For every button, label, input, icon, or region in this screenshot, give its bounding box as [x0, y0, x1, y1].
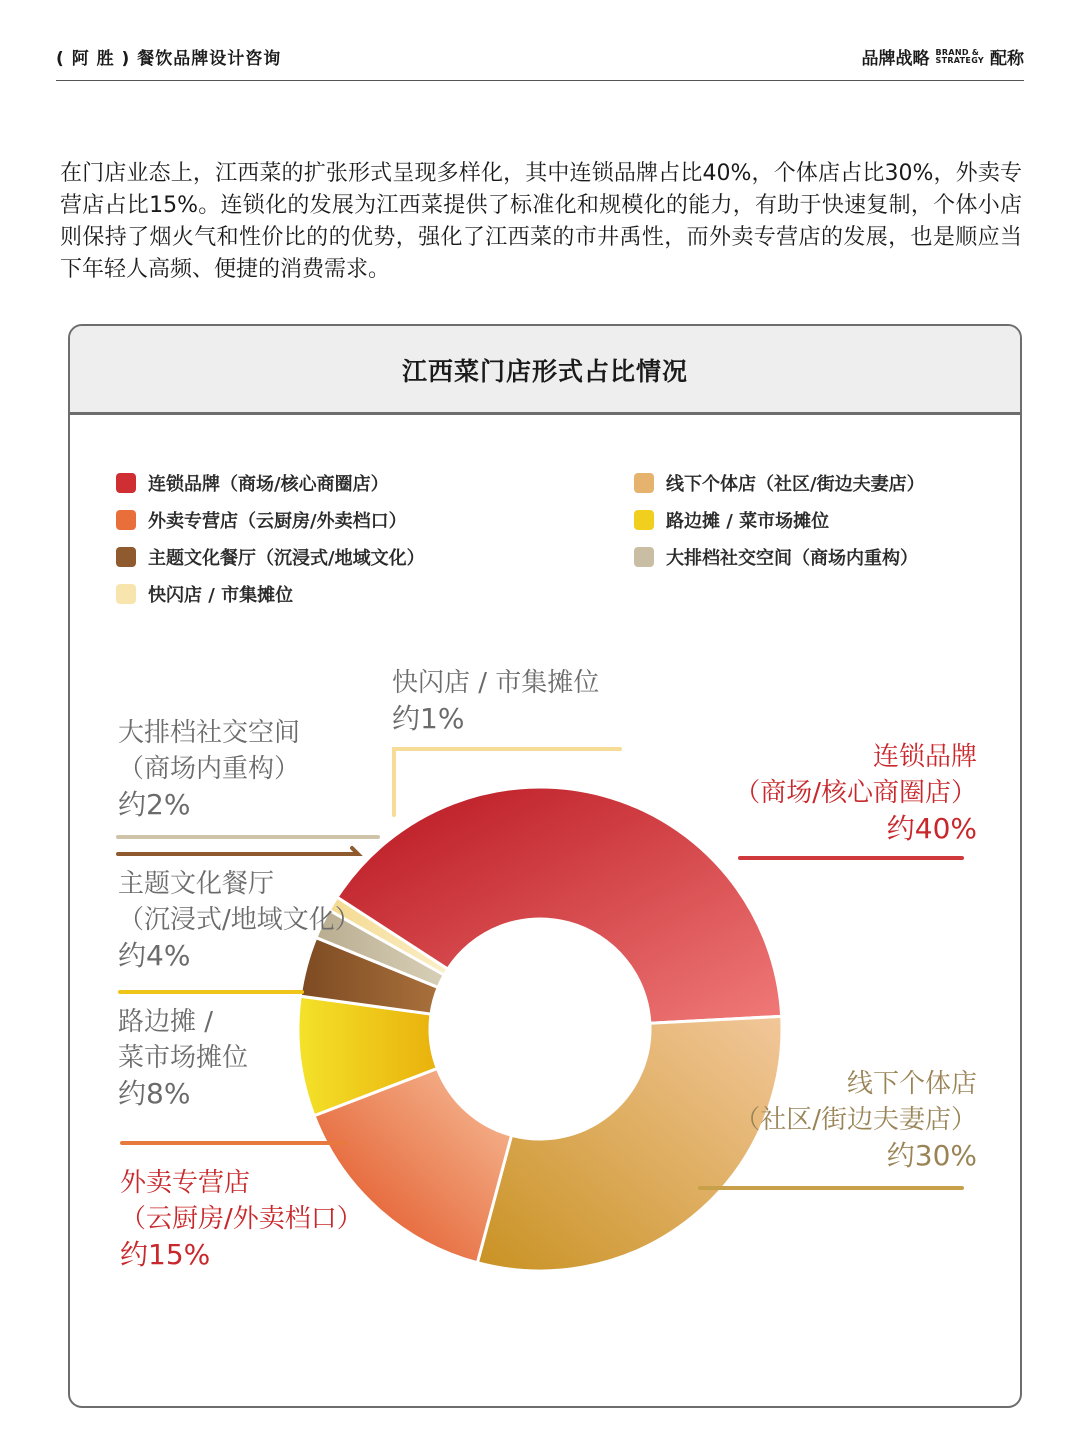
label-delivery [120, 1165, 363, 1273]
label-percent: 约40% [886, 812, 977, 845]
legend-label: 快闪店 / 市集摊位 [148, 585, 294, 606]
label-subtitle: 菜市场摊位 [118, 1043, 249, 1073]
label-independent [734, 1066, 977, 1174]
legend-label: 大排档社交空间（商场内重构） [666, 548, 918, 569]
header-brand: ( 阿 胜 ) 餐饮品牌设计咨询 [56, 49, 282, 69]
label-title: 主题文化餐厅 [118, 869, 275, 899]
label-popup [392, 665, 599, 737]
label-subtitle: （云厨房/外卖档口） [120, 1204, 363, 1234]
legend-label: 线下个体店（社区/街边夫妻店） [666, 474, 925, 495]
label-subtitle: （商场/核心商圈店） [734, 778, 977, 808]
intro-paragraph: 在门店业态上，江西菜的扩张形式呈现多样化，其中连锁品牌占比40%，个体店占比30%，外卖专营店占比15%。连锁化的发展为江西菜提供了标准化和规模化的能力，有助于快速复制，个体小店则保持了烟火气和性价比的的优势，强化了江西菜的市井禹性，而外卖专营店的发展，也是顺应当下年轻人高频、便捷的消费需求。 [60, 161, 1022, 282]
legend-label: 主题文化餐厅（沉浸式/地域文化） [148, 548, 425, 569]
label-title: 连锁品牌 [872, 742, 977, 772]
label-percent: 约1% [392, 702, 465, 735]
label-percent: 约15% [120, 1238, 211, 1271]
header-tagline-cn2: 配称 [990, 49, 1024, 69]
label-theme [118, 866, 361, 974]
label-food-court [118, 715, 300, 823]
label-street-stall [118, 1004, 248, 1112]
header-tagline-cn: 品牌战略 [861, 49, 930, 69]
label-subtitle: （商场内重构） [118, 754, 301, 784]
label-chain [734, 739, 977, 847]
label-percent: 约30% [886, 1139, 977, 1172]
label-percent: 约4% [118, 939, 191, 972]
label-title: 线下个体店 [846, 1069, 977, 1099]
chart-title: 江西菜门店形式占比情况 [70, 326, 1020, 415]
label-title: 大排档社交空间 [118, 718, 301, 748]
leader-line-theme [118, 848, 358, 854]
label-subtitle: （沉浸式/地域文化） [118, 905, 361, 935]
legend-label: 外卖专营店（云厨房/外卖档口） [148, 511, 407, 532]
label-subtitle: （社区/街边夫妻店） [734, 1105, 977, 1135]
label-percent: 约8% [118, 1077, 191, 1110]
legend-label: 路边摊 / 菜市场摊位 [666, 511, 830, 532]
label-title: 外卖专营店 [120, 1168, 251, 1198]
header-tagline-en-bottom: STRATEGY [935, 55, 984, 65]
label-title: 路边摊 / [118, 1007, 214, 1037]
legend-label: 连锁品牌（商场/核心商圈店） [148, 474, 389, 495]
label-title: 快闪店 / 市集摊位 [392, 668, 600, 698]
header-tagline-en-top: BRAND & [935, 47, 980, 57]
label-percent: 约2% [118, 788, 191, 821]
